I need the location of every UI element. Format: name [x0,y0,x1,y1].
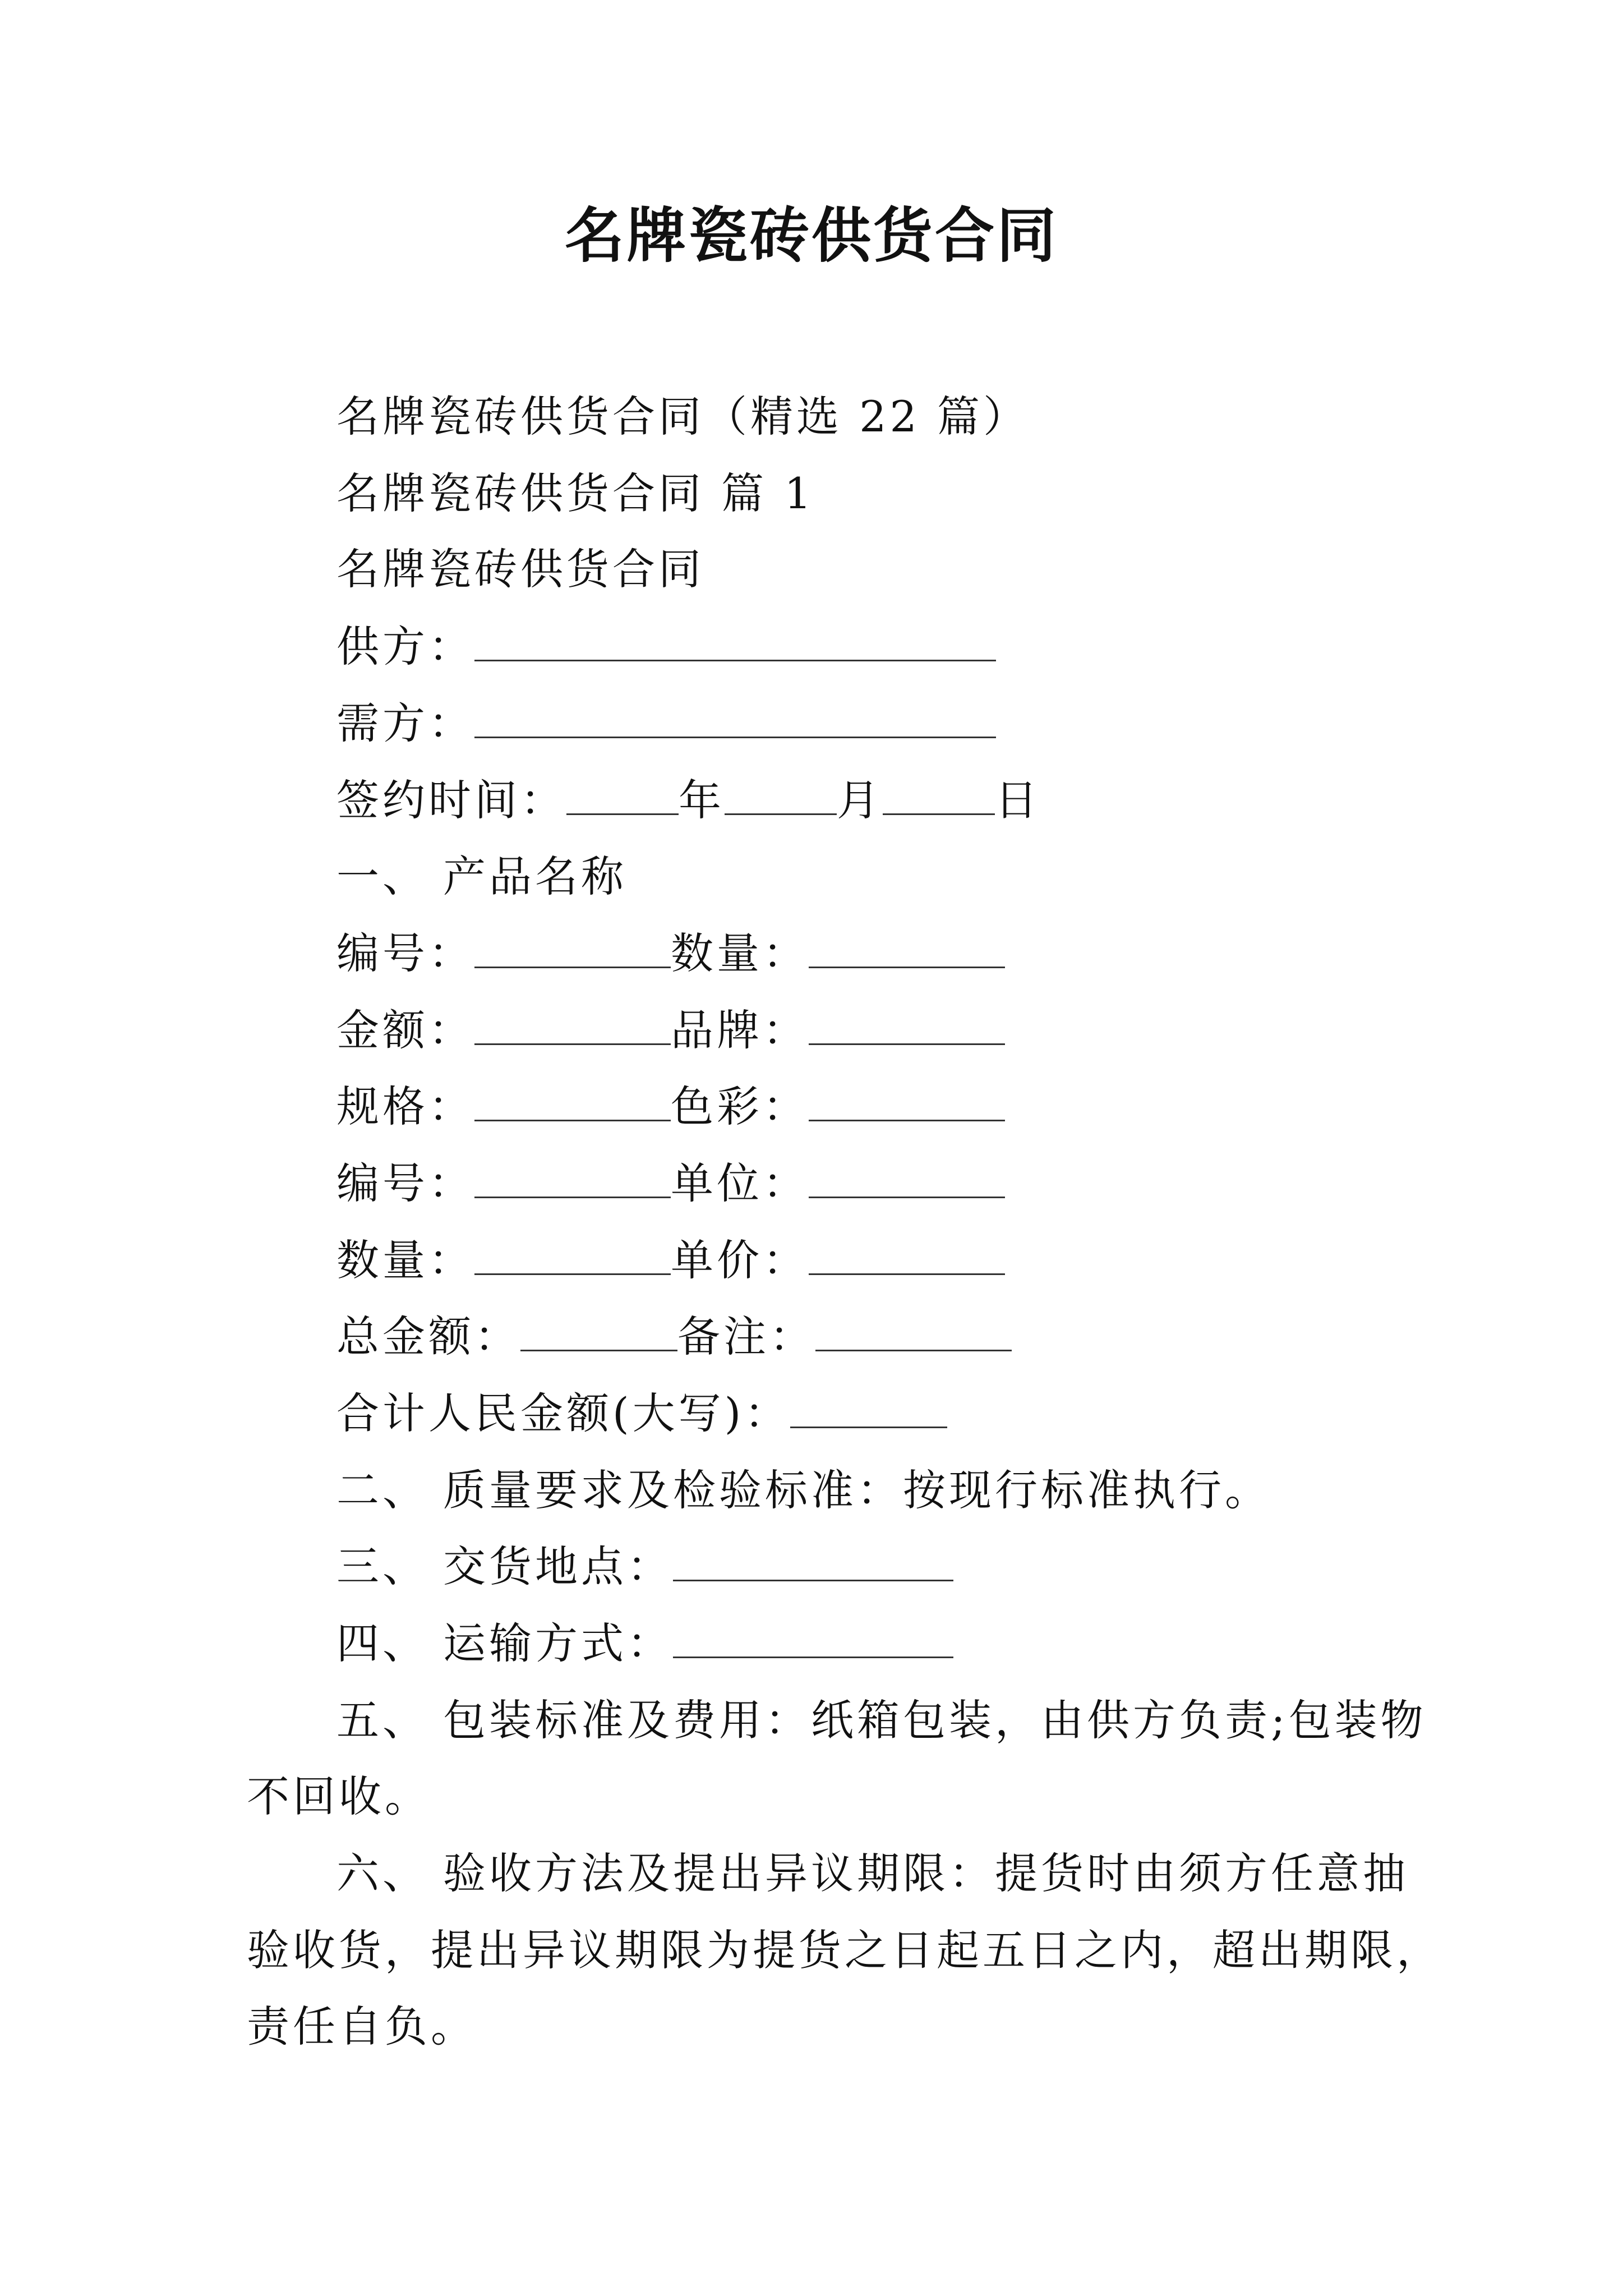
sign-date-label: 签约时间： [336,775,566,825]
field-input[interactable] [474,927,671,968]
section2-num: 二、 [336,1465,428,1515]
section1-num: 一、 [336,852,428,901]
product-field-row [336,1076,1005,1138]
section4-num: 四、 [336,1618,428,1668]
field-label: 金额： [336,1005,474,1055]
day-label: 日 [995,775,1041,825]
year-label: 年 [679,775,725,825]
month-label: 月 [837,775,883,825]
total-rmb-field[interactable] [790,1387,947,1428]
field-label: 规格： [336,1082,474,1131]
section6-line3: 责任自负。 [247,2001,477,2051]
buyer-row [336,693,996,754]
product-field-row [336,1000,1005,1061]
field-label: 色彩： [671,1082,809,1131]
field-input[interactable] [809,1004,1005,1045]
field-label: 单价： [671,1235,809,1285]
section3-num: 三、 [336,1542,428,1591]
section6-line2: 验收货，提出异议期限为提货之日起五日之内，超出期限， [247,1925,1442,1975]
supplier-field[interactable] [474,620,996,661]
supplier-row [336,616,996,678]
supplier-label: 供方： [336,622,474,671]
delivery-location-field[interactable] [673,1540,953,1581]
section1-heading [336,846,627,908]
field-input[interactable] [809,1080,1005,1121]
field-input[interactable] [809,1234,1005,1275]
section6-text-line1: 验收方法及提出异议期限：提货时由须方任意抽 [443,1848,1409,1898]
field-input[interactable] [809,1157,1005,1198]
subtitle: 名牌瓷砖供货合同（精选 22 篇） [336,392,1030,441]
total-rmb-row [336,1383,947,1444]
field-input[interactable] [474,1004,671,1045]
section6-num: 六、 [336,1848,428,1898]
field-label: 备注： [677,1312,815,1361]
field-label: 编号： [336,928,474,978]
section3-row [336,1536,953,1598]
section4-row [336,1613,953,1674]
section4-text: 运输方式： [443,1618,673,1668]
field-input[interactable] [474,1080,671,1121]
section5-text-line1: 包装标准及费用：纸箱包装，由供方负责;包装物 [443,1695,1427,1745]
field-input[interactable] [474,1234,671,1275]
product-field-row [336,923,1005,984]
contract-name: 名牌瓷砖供货合同 [336,544,704,594]
section6-row [336,1843,1409,1904]
product-field-row [336,1306,1012,1368]
field-input[interactable] [520,1310,677,1351]
sign-day-field[interactable] [883,774,995,815]
buyer-label: 需方： [336,698,474,748]
field-label: 总金额： [336,1312,520,1361]
section2-text: 质量要求及检验标准：按现行标准执行。 [443,1465,1271,1515]
field-label: 数量： [336,1235,474,1285]
section1-title: 产品名称 [443,852,627,901]
buyer-field[interactable] [474,697,996,738]
section5-num: 五、 [336,1695,428,1745]
field-label: 品牌： [671,1005,809,1055]
field-input[interactable] [809,927,1005,968]
section5-line2: 不回收。 [247,1772,431,1821]
sign-month-field[interactable] [725,774,837,815]
section-heading: 名牌瓷砖供货合同 篇 1 [336,468,815,518]
total-rmb-label: 合计人民金额(大写)： [336,1388,791,1438]
section5-row [336,1690,1427,1751]
product-field-row [336,1153,1005,1214]
field-label: 编号： [336,1158,474,1208]
section2-row [336,1460,1271,1521]
product-field-row [336,1230,1005,1291]
section3-text: 交货地点： [443,1542,673,1591]
field-input[interactable] [474,1157,671,1198]
field-input[interactable] [815,1310,1012,1351]
transport-method-field[interactable] [673,1617,953,1658]
page-title: 名牌瓷砖供货合同 [565,200,1058,270]
sign-year-field[interactable] [566,774,679,815]
field-label: 数量： [671,928,809,978]
field-label: 单位： [671,1158,809,1208]
sign-date-row [336,770,1041,831]
